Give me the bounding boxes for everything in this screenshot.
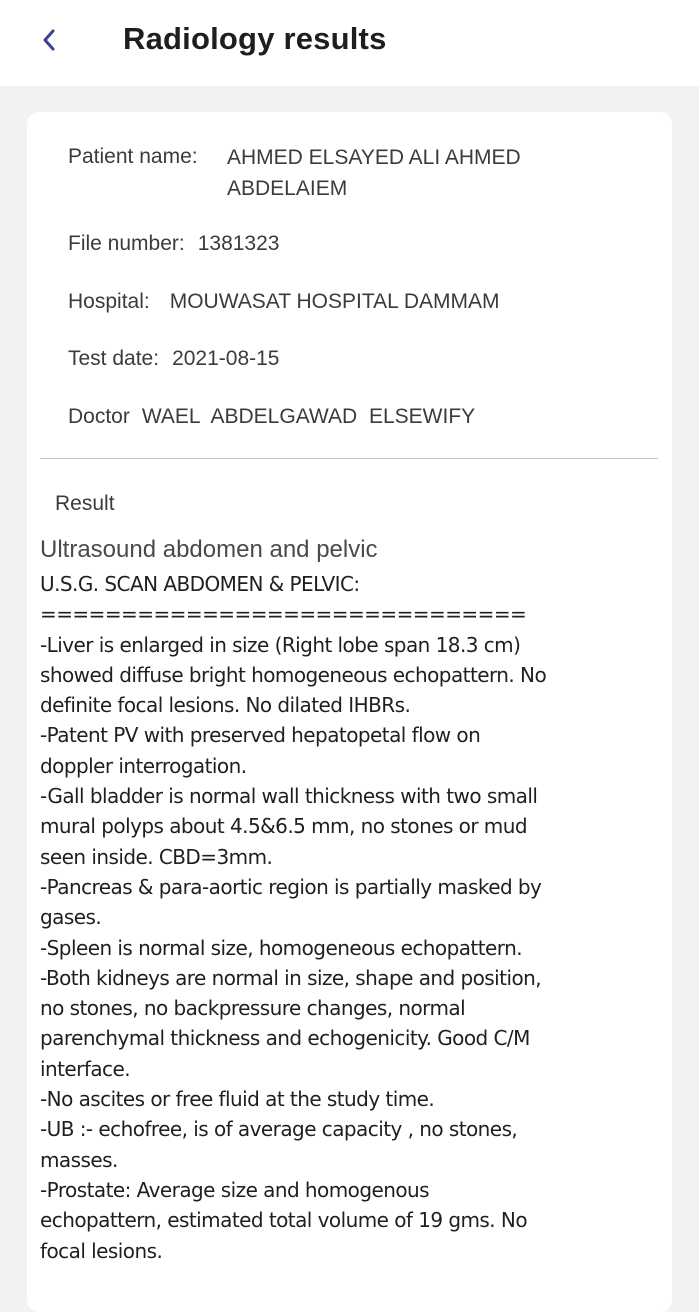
- file-number-value: 1381323: [197, 232, 280, 255]
- report-line: masses.: [40, 1147, 118, 1172]
- test-date-row: [68, 344, 279, 374]
- report-line: -UB :- echofree, is of average capacity , no stones,: [40, 1117, 518, 1142]
- app-header: [0, 0, 699, 86]
- doctor-label: Doctor: [68, 405, 130, 428]
- report-line: ==============================: [40, 602, 527, 627]
- hospital-row: [68, 287, 500, 317]
- report-line: gases.: [40, 905, 102, 930]
- report-line: -Both kidneys are normal in size, shape and position,: [40, 965, 542, 990]
- report-line: -Patent PV with preserved hepatopetal flow on: [40, 723, 481, 748]
- report-line: U.S.G. SCAN ABDOMEN & PELVIC:: [40, 572, 360, 596]
- file-number-label: File number:: [68, 232, 185, 255]
- report-line: no stones, no backpressure changes, normal: [40, 996, 466, 1021]
- patient-name-value: AHMED ELSAYED ALI AHMED ABDELAIEM: [227, 146, 521, 200]
- back-button[interactable]: [34, 20, 64, 60]
- report-line: showed diffuse bright homogeneous echopattern. No: [40, 662, 547, 687]
- report-line: definite focal lesions. No dilated IHBRs.: [40, 693, 411, 718]
- report-line: -Spleen is normal size, homogeneous echopattern.: [40, 935, 523, 960]
- test-date-value: 2021-08-15: [172, 347, 280, 370]
- page-title: Radiology results: [123, 21, 387, 56]
- report-line: focal lesions.: [40, 1238, 163, 1263]
- report-text: [40, 569, 662, 1266]
- report-line: -Prostate: Average size and homogenous: [40, 1177, 430, 1202]
- result-title: Ultrasound abdomen and pelvic: [40, 536, 378, 563]
- report-line: echopattern, estimated total volume of 19 gms. No: [40, 1208, 528, 1233]
- result-card: [27, 112, 672, 1312]
- report-line: -Pancreas & para-aortic region is partially masked by: [40, 874, 542, 899]
- patient-name-label: Patient name:: [68, 145, 198, 168]
- report-line: -No ascites or free fluid at the study time.: [40, 1087, 435, 1112]
- report-line: doppler interrogation.: [40, 753, 247, 778]
- hospital-value: MOUWASAT HOSPITAL DAMMAM: [169, 290, 500, 313]
- chevron-left-icon: [41, 28, 57, 52]
- report-line: seen inside. CBD=3mm.: [40, 844, 273, 869]
- patient-name-row: [68, 142, 567, 204]
- report-line: parenchymal thickness and echogenicity. Good C/M: [40, 1026, 530, 1051]
- divider: [40, 458, 658, 459]
- doctor-row: [68, 402, 475, 432]
- doctor-value: WAEL ABDELGAWAD ELSEWIFY: [141, 405, 476, 428]
- file-number-row: [68, 229, 279, 259]
- report-line: interface.: [40, 1056, 131, 1081]
- report-line: mural polyps about 4.5&6.5 mm, no stones or mud: [40, 814, 528, 839]
- hospital-label: Hospital:: [68, 290, 150, 313]
- report-line: -Gall bladder is normal wall thickness with two small: [40, 784, 538, 809]
- result-label: Result: [55, 492, 115, 515]
- test-date-label: Test date:: [68, 347, 160, 370]
- report-line: -Liver is enlarged in size (Right lobe span 18.3 cm): [40, 632, 521, 657]
